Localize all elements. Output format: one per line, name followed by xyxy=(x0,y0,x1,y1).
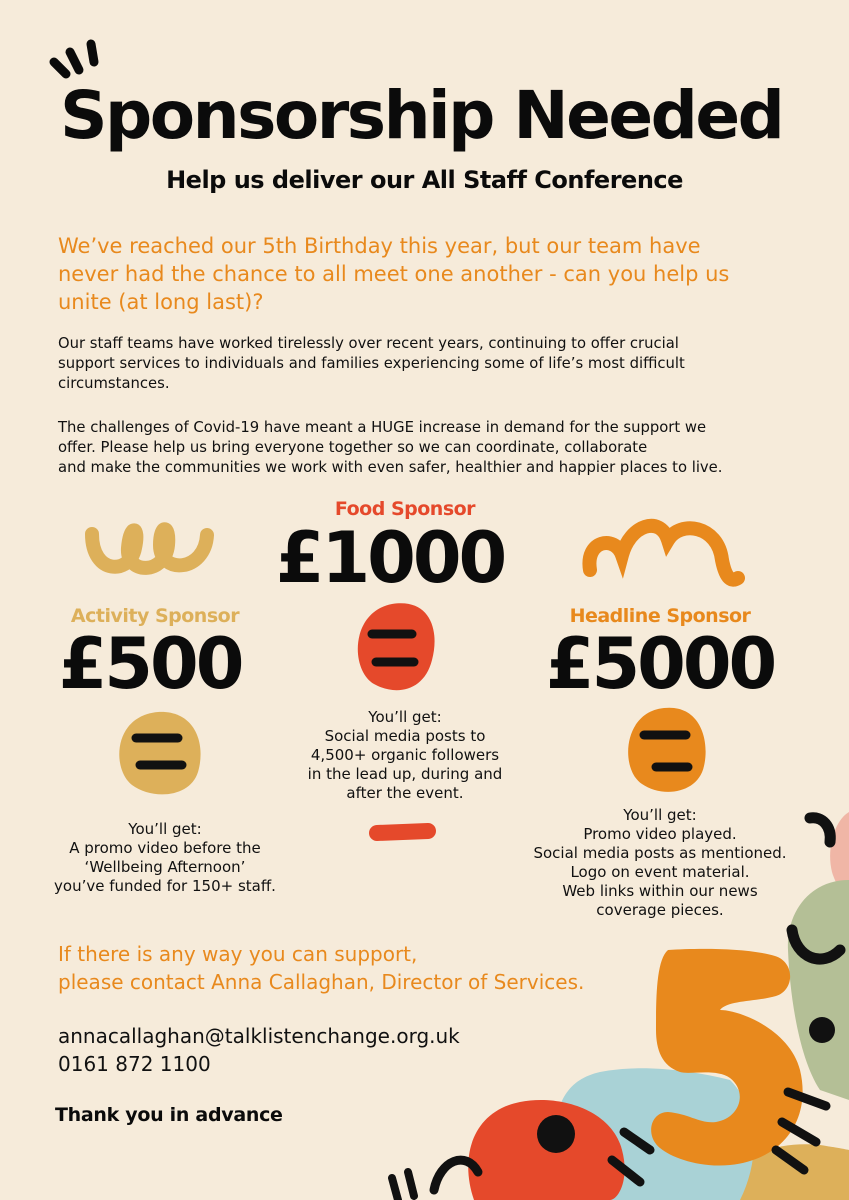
benefit-line: 4,500+ organic followers xyxy=(310,746,500,764)
body-paragraph-2-line-2: offer. Please help us bring everyone together so we can coordinate, collaborate xyxy=(58,439,648,456)
benefit-line: You’ll get: xyxy=(128,820,202,838)
benefit-line: Web links within our news xyxy=(562,882,758,900)
activity-sponsor-benefits xyxy=(35,820,295,896)
body-paragraph-1-line-1: Our staff teams have worked tirelessly over recent years, continuing to offer crucial xyxy=(58,335,679,352)
food-sponsor-name: Food Sponsor xyxy=(334,498,476,520)
benefit-line: Social media posts to xyxy=(324,727,486,745)
contact-email-link[interactable]: annacallaghan@talklistenchange.org.uk xyxy=(58,1024,460,1048)
headline-equals-blob-icon xyxy=(628,708,705,792)
activity-equals-blob-icon xyxy=(119,712,200,794)
activity-sponsor-name: Activity Sponsor xyxy=(70,605,240,627)
body-paragraph-2-line-1: The challenges of Covid-19 have meant a HUGE increase in demand for the support we xyxy=(58,419,707,436)
body-paragraph-2-line-3: and make the communities we work with even safer, healthier and happier places to live. xyxy=(58,459,723,476)
contact-call-to-action-line-2: please contact Anna Callaghan, Director of Services. xyxy=(58,970,585,994)
benefit-line: Social media posts as mentioned. xyxy=(533,844,787,862)
mustard-squiggle-icon xyxy=(92,529,207,568)
benefit-line: in the lead up, during and xyxy=(307,765,503,783)
benefit-line: You’ll get: xyxy=(368,708,442,726)
headline-sponsor-name: Headline Sponsor xyxy=(569,605,751,627)
page-title: Sponsorship Needed xyxy=(60,77,783,154)
food-equals-blob-icon xyxy=(358,603,435,690)
body-paragraph-2 xyxy=(58,418,803,478)
body-paragraph-1-line-2: support services to individuals and families experiencing some of life’s most difficult xyxy=(58,355,685,372)
orange-squiggle-icon xyxy=(589,526,738,580)
contact-phone-link[interactable]: 0161 872 1100 xyxy=(58,1052,211,1076)
intro-line-1: We’ve reached our 5th Birthday this year, but our team have xyxy=(58,234,701,258)
intro-line-3: unite (at long last)? xyxy=(58,290,264,314)
benefit-line: You’ll get: xyxy=(623,806,697,824)
activity-sponsor-amount: £500 xyxy=(58,623,242,705)
intro-line-2: never had the chance to all meet one another - can you help us xyxy=(58,262,730,286)
benefit-line: ‘Wellbeing Afternoon’ xyxy=(84,858,246,876)
benefit-line: Promo video played. xyxy=(583,825,737,843)
title-quote-marks-icon xyxy=(54,44,94,74)
benefit-line: you’ve funded for 150+ staff. xyxy=(54,877,276,895)
headline-sponsor-amount: £5000 xyxy=(545,623,775,705)
benefit-line: Logo on event material. xyxy=(570,863,750,881)
food-sponsor-amount: £1000 xyxy=(275,517,505,599)
red-dash-icon xyxy=(377,831,428,833)
body-paragraph-1-line-3: circumstances. xyxy=(58,375,170,392)
food-sponsor-benefits xyxy=(275,708,535,803)
intro-text xyxy=(58,232,788,316)
thank-you-text: Thank you in advance xyxy=(55,1104,283,1126)
contact-call-to-action-line-1: If there is any way you can support, xyxy=(58,942,418,966)
body-paragraph-1 xyxy=(58,334,803,394)
page-subtitle: Help us deliver our All Staff Conference xyxy=(166,166,683,194)
benefit-line: A promo video before the xyxy=(69,839,261,857)
benefit-line: coverage pieces. xyxy=(596,901,724,919)
benefit-line: after the event. xyxy=(346,784,464,802)
headline-sponsor-benefits xyxy=(510,806,810,920)
